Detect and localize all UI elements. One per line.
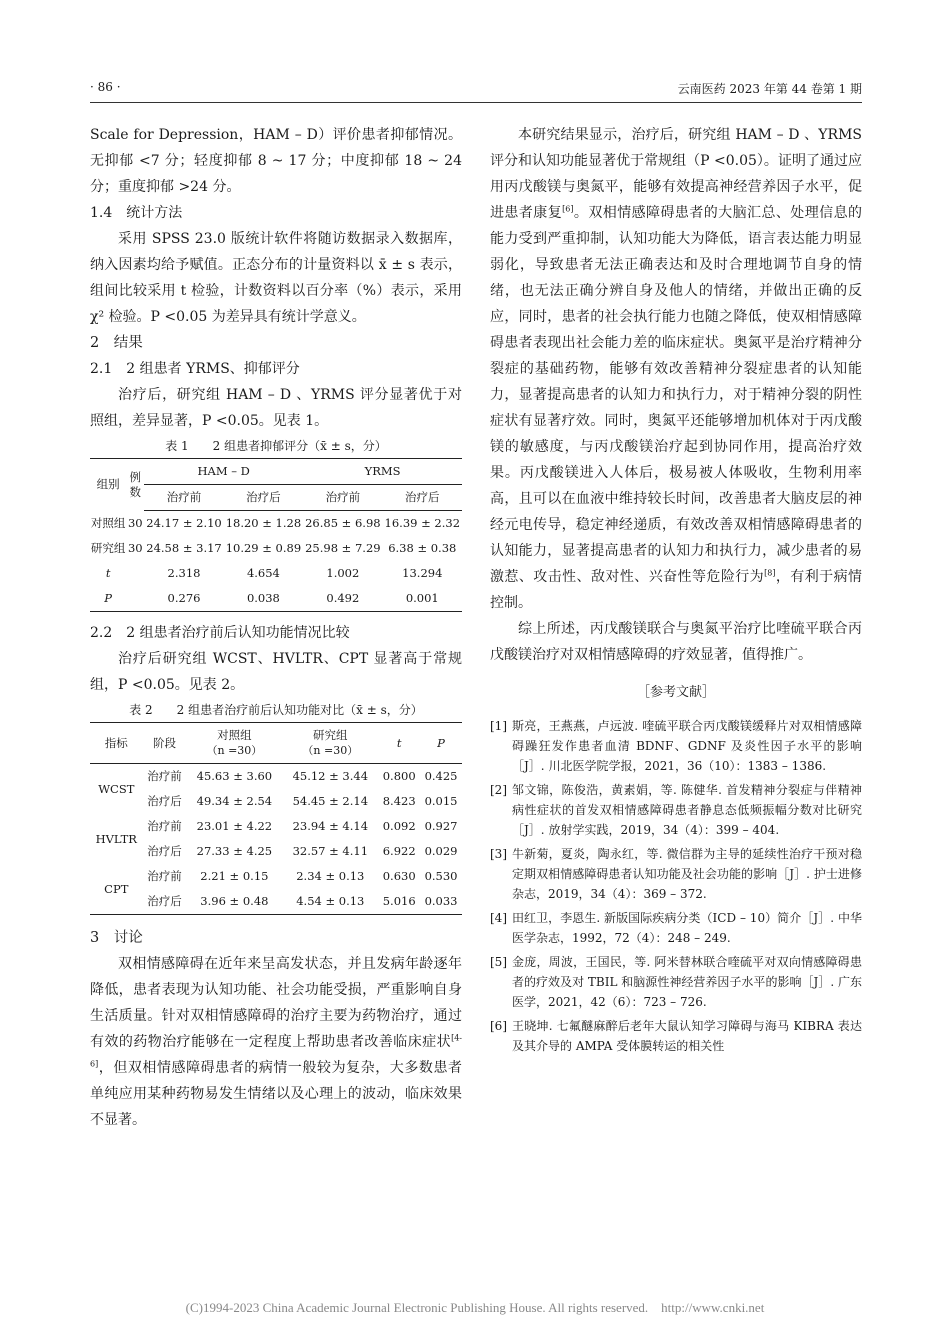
reference-list xyxy=(490,716,862,1056)
ref-number: [3] xyxy=(490,847,507,861)
t2-cell: 54.45 ± 2.14 xyxy=(292,794,369,808)
ref-text: 王晓坤. 七氟醚麻醉后老年大鼠认知学习障碍与海马 KIBRA 表达及其介导的 AMPA 受体膜转运的相关性 xyxy=(512,1019,862,1053)
t2-cell: 0.029 xyxy=(424,844,458,858)
reference-item xyxy=(490,908,862,948)
t1-cell: 26.85 ± 6.98 xyxy=(305,516,381,530)
ref-number: [5] xyxy=(490,955,507,969)
table1-caption: 表 1 2 组患者抑郁评分（x̄ ± s，分） xyxy=(165,439,387,453)
t1-cell: 研究组 xyxy=(90,541,126,555)
t2-cell: 治疗前 xyxy=(147,769,182,783)
t1-cell xyxy=(126,586,144,612)
t2-cell: 0.927 xyxy=(424,819,458,833)
t1-cell: 10.29 ± 0.89 xyxy=(225,541,302,555)
t2-h-study xyxy=(282,723,378,764)
t1-cell: 0.276 xyxy=(144,586,223,612)
discussion-text-a: 双相情感障碍在近年来呈高发状态，并且发病年龄逐年降低，患者表现为认知功能、社会功能受损，严重影响自身生活质量。针对双相情感障碍的治疗主要为药物治疗，通过有效的药物治疗能够在一定程度上帮助患者改善临床症状 xyxy=(90,956,462,1050)
t1-cell: 16.39 ± 2.32 xyxy=(384,516,461,530)
t1-cell: 4.654 xyxy=(246,566,280,580)
rd-text-c: ，有利于病情控制。 xyxy=(490,569,863,611)
ref-text: 邹文锦，陈俊浩，黄素娟，等. 陈健华. 首发精神分裂症与伴精神病性症状的首发双相情感障碍患者静息态低频振幅分数对比研究［J］. 放射学实践，2019，34（4）：399 – 404. xyxy=(512,783,862,837)
journal-header: 云南医药 2023 年第 44 卷第 1 期 xyxy=(677,82,862,96)
ref-text: 牛新菊，夏炎，陶永红，等. 微信群为主导的延续性治疗干预对稳定期双相情感障碍患者认知功能及社会功能的影响［J］. 护士进修杂志，2019，34（4）：369 – 372. xyxy=(512,847,862,901)
t2-cell: 0.033 xyxy=(420,889,462,915)
t1-cell: 25.98 ± 7.29 xyxy=(305,541,381,555)
t2-cell: 2.34 ± 0.13 xyxy=(296,869,365,883)
t1-h-hamd: HAM – D xyxy=(144,459,303,485)
t1-h-after-1: 治疗后 xyxy=(224,485,303,511)
discussion-text-b: ，但双相情感障碍患者的病情一般较为复杂，大多数患者单纯应用某种药物易发生情绪以及心理上的波动，临床效果不显著。 xyxy=(90,1060,462,1128)
t1-cell: 6.38 ± 0.38 xyxy=(388,541,457,555)
t2-cell: WCST xyxy=(98,781,135,796)
heading-2: 2 结果 xyxy=(90,335,143,351)
t2-cell: 治疗前 xyxy=(147,869,182,883)
rd-text-b: 。双相情感障碍患者的大脑汇总、处理信息的能力受到严重抑制，认知功能大为降低，语言表达能力明显弱化，导致患者无法正确表达和及时合理地调节自身的情绪，也无法正确分辨自身及他人的情绪，并做出正确的反应，同时，患者的社会执行能力也随之降低，使双相情感障碍患者表现出社会能力差的临床症状。奥氮平是治疗精神分裂症的基础药物，能够有效改善精神分裂症患者的认知能力，显著提高患者的认知力和执行力，对于精神分裂的阴性症状有显著疗效。同时，奥氮平还能够增加机体对于丙戊酸镁的敏感度，与丙戊酸镁治疗起到协同作用，提高治疗效果。丙戊酸镁进入人体后，极易被人体吸收，生物利用率高，且可以在血液中维持较长时间，改善患者大脑皮层的神经元电传导，稳定神经递质，有效改善双相情感障碍患者的认知能力，显著提高患者的认知力和执行力，减少患者的易激惹、攻击性、敌对性、兴奋性等危险行为 xyxy=(490,205,863,585)
ref-text: 斯亮，王燕燕，卢远波. 喹硫平联合丙戊酸镁缓释片对双相情感障碍躁狂发作患者血清 BDNF、GDNF 及炎性因子水平的影响［J］. 川北医学院学报，2021，36（10）：1383 – 1386. xyxy=(512,719,862,773)
t2-cell: 49.34 ± 2.54 xyxy=(196,794,273,808)
ref-number: [4] xyxy=(490,911,507,925)
t1-h-n: 例数 xyxy=(126,459,144,511)
t2-cell: 0.530 xyxy=(424,869,458,883)
t1-cell: 30 xyxy=(127,515,143,530)
reference-item xyxy=(490,716,862,776)
table-row xyxy=(90,764,462,790)
t1-h-before-2: 治疗前 xyxy=(303,485,382,511)
ref-text: 金庞，周波，王国民，等. 阿米替林联合喹硫平对双向情感障碍患者的疗效及对 TBIL 和脑源性神经营养因子水平的影响［J］. 广东医学，2021，42（6）：723 – 726. xyxy=(512,955,862,1009)
t1-cell: 0.492 xyxy=(303,586,382,612)
t2-cell: 0.630 xyxy=(382,869,416,883)
t2-cell: 32.57 ± 4.11 xyxy=(292,844,369,858)
t2-h-study-n: （n =30） xyxy=(302,744,359,757)
t2-h-study-label: 研究组 xyxy=(313,728,348,742)
reference-item xyxy=(490,1016,862,1056)
paragraph-discussion xyxy=(90,951,462,1133)
table-row xyxy=(90,889,462,915)
t2-h-ctrl xyxy=(186,723,282,764)
t1-cell: t xyxy=(105,566,111,580)
t2-cell: 治疗后 xyxy=(147,794,182,808)
t2-cell: 治疗前 xyxy=(147,819,182,833)
ref-text: 田红卫，李恩生. 新版国际疾病分类（ICD – 10）简介［J］. 中华医学杂志，1992，72（4）：248 – 249. xyxy=(512,911,862,945)
table-row xyxy=(90,814,462,839)
t2-cell: HVLTR xyxy=(95,831,137,846)
table2-caption: 表 2 2 组患者治疗前后认知功能对比（x̄ ± s，分） xyxy=(129,703,423,717)
paragraph-2-2: 治疗后研究组 WCST、HVLTR、CPT 显著高于常规组，P <0.05。见表 2。 xyxy=(90,651,462,693)
header-rule xyxy=(90,102,862,103)
reference-item xyxy=(490,780,862,840)
heading-2-2: 2.2 2 组患者治疗前后认知功能情况比较 xyxy=(90,625,350,641)
t2-cell: 6.922 xyxy=(382,844,416,858)
paragraph-conclusion: 综上所述，丙戊酸镁联合与奥氮平治疗比喹硫平联合丙戊酸镁治疗对双相情感障碍的疗效显著，值得推广。 xyxy=(490,621,862,663)
left-column xyxy=(90,122,462,1133)
copyright-footer: (C)1994-2023 China Academic Journal Electronic Publishing House. All rights reserved. http://www.cnki.net xyxy=(185,1300,765,1315)
t2-h-ctrl-label: 对照组 xyxy=(217,728,252,742)
t2-cell: CPT xyxy=(90,864,143,915)
table-row xyxy=(90,536,462,561)
t2-cell: 0.800 xyxy=(382,769,416,783)
table-row xyxy=(90,789,462,814)
t1-cell: 30 xyxy=(127,541,143,555)
t1-cell: 0.001 xyxy=(383,586,462,612)
table-row xyxy=(90,586,462,612)
t2-cell: 2.21 ± 0.15 xyxy=(200,869,269,883)
t1-cell: 1.002 xyxy=(326,566,360,580)
table1 xyxy=(90,458,462,612)
t1-h-before-1: 治疗前 xyxy=(144,485,223,511)
page-number: · 86 · xyxy=(90,80,121,94)
heading-3: 3 讨论 xyxy=(90,930,143,946)
t1-h-group: 组别 xyxy=(90,459,126,511)
table-row xyxy=(90,561,462,586)
table-row xyxy=(90,511,462,537)
t2-h-p: P xyxy=(420,723,462,764)
ref-number: [6] xyxy=(490,1019,507,1033)
t1-cell: 对照组 xyxy=(90,515,126,530)
t2-cell: 23.94 ± 4.14 xyxy=(292,819,369,833)
t2-cell: 4.54 ± 0.13 xyxy=(282,889,378,915)
table2 xyxy=(90,722,462,915)
t1-h-after-2: 治疗后 xyxy=(383,485,462,511)
paragraph-2-1: 治疗后，研究组 HAM – D 、YRMS 评分显著优于对照组，差异显著，P <0.05。见表 1。 xyxy=(90,387,462,429)
t2-cell: 3.96 ± 0.48 xyxy=(186,889,282,915)
t2-cell: 8.423 xyxy=(382,794,416,808)
t1-cell: P xyxy=(90,586,126,612)
t2-cell: 45.63 ± 3.60 xyxy=(196,769,273,783)
t2-cell: 治疗后 xyxy=(147,844,182,858)
table-row xyxy=(90,839,462,864)
t1-h-yrms: YRMS xyxy=(303,459,462,485)
table-row xyxy=(90,864,462,889)
t2-cell: 5.016 xyxy=(378,889,420,915)
paragraph-scale: Scale for Depression，HAM – D）评价患者抑郁情况。无抑郁 <7 分；轻度抑郁 8 ~ 17 分；中度抑郁 18 ~ 24 分；重度抑郁 >24 分。 xyxy=(90,127,462,195)
ref-number: [2] xyxy=(490,783,507,797)
ref-number: [1] xyxy=(490,719,507,733)
t1-cell: 18.20 ± 1.28 xyxy=(225,516,302,530)
t2-cell: 0.092 xyxy=(382,819,416,833)
paragraph-stat: 采用 SPSS 23.0 版统计软件将随访数据录入数据库，纳入因素均给予赋值。正态分布的计量资料以 x̄ ± s 表示，组间比较采用 t 检验，计数资料以百分率（%）表示，采用 χ² 检验。P <0.05 为差异具有统计学意义。 xyxy=(90,231,462,325)
t2-h-index: 指标 xyxy=(90,723,143,764)
t1-cell: 24.58 ± 3.17 xyxy=(146,541,222,555)
t2-h-stage: 阶段 xyxy=(143,723,187,764)
t2-cell: 27.33 ± 4.25 xyxy=(196,844,273,858)
references-title: ［参考文献］ xyxy=(636,685,715,700)
t2-cell: 治疗后 xyxy=(143,889,187,915)
t1-cell: 13.294 xyxy=(402,566,443,580)
t1-cell xyxy=(126,561,144,586)
t1-cell: 2.318 xyxy=(167,566,201,580)
t1-cell: 24.17 ± 2.10 xyxy=(146,516,222,530)
paragraph-results-discussion xyxy=(490,122,862,616)
reference-item xyxy=(490,844,862,904)
heading-2-1: 2.1 2 组患者 YRMS、抑郁评分 xyxy=(90,361,300,377)
t1-cell: 0.038 xyxy=(224,586,303,612)
rd-text-a: 本研究结果显示，治疗后，研究组 HAM – D 、YRMS 评分和认知功能显著优于常规组（P <0.05）。证明了通过应用丙戊酸镁与奥氮平，能够有效提高神经营养因子水平，促进患者康复 xyxy=(490,127,862,221)
citation: [8] xyxy=(764,568,776,578)
t2-cell: 0.425 xyxy=(424,769,458,783)
t2-cell: 45.12 ± 3.44 xyxy=(292,769,369,783)
t2-cell: 0.015 xyxy=(424,794,458,808)
reference-item xyxy=(490,952,862,1012)
t2-h-ctrl-n: （n =30） xyxy=(206,744,263,757)
citation: [6] xyxy=(562,204,574,214)
t2-cell: 23.01 ± 4.22 xyxy=(196,819,273,833)
citation: [4-6] xyxy=(90,1033,462,1069)
right-column xyxy=(490,122,862,1060)
t2-h-t: t xyxy=(378,723,420,764)
heading-1-4: 1.4 统计方法 xyxy=(90,205,183,221)
